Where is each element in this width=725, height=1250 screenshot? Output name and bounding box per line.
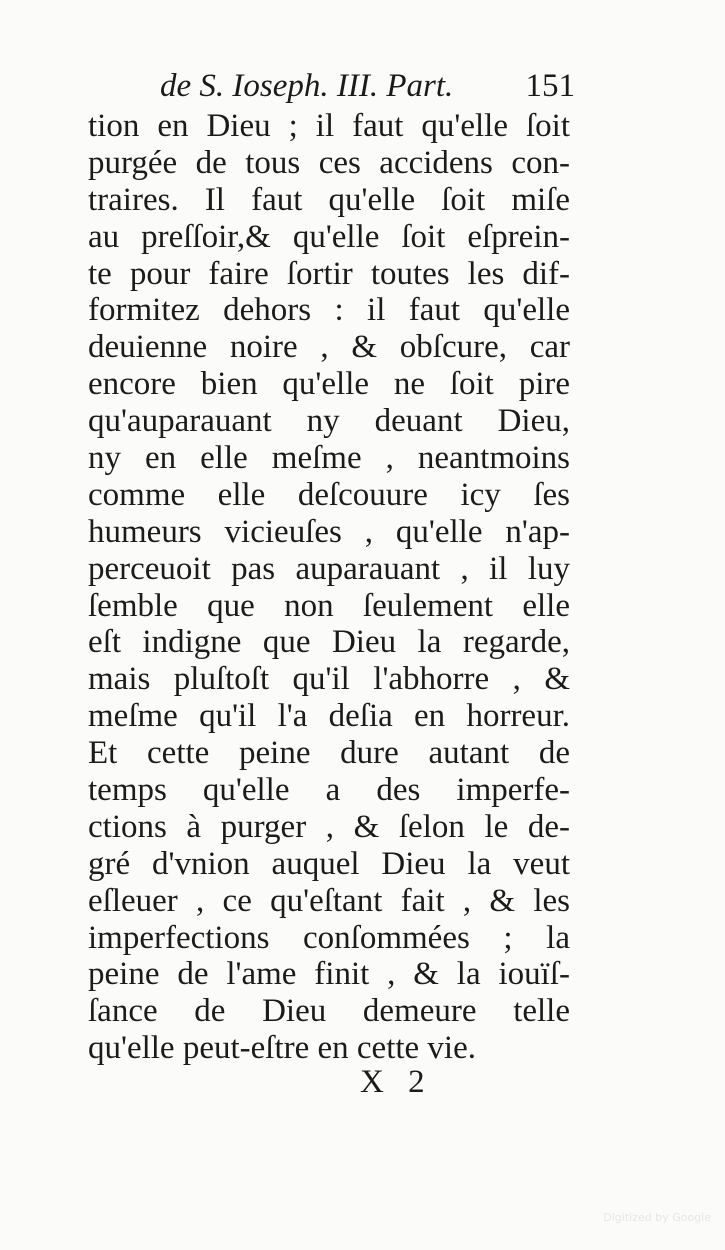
text-line: peine de l'ame finit , & la iouïſ- (88, 956, 570, 993)
text-line: deuienne noire , & obſcure, car (88, 329, 570, 366)
text-line: ctions à purger , & ſelon le de- (88, 808, 570, 845)
running-title: de S. Ioseph. III. Part. (160, 68, 454, 104)
text-line: perceuoit pas auparauant , il luy (88, 550, 570, 587)
text-line: ſemble que non ſeulement elle (88, 587, 570, 624)
text-line: Et cette peine dure autant de (88, 735, 570, 772)
running-head (160, 66, 575, 106)
text-line: temps qu'elle a des imperfe- (88, 772, 570, 809)
text-line: qu'elle peut-eſtre en cette vie. (88, 1030, 476, 1067)
body-text (88, 108, 570, 1067)
text-line: qu'auparauant ny deuant Dieu, (88, 403, 570, 440)
text-line: ſance de Dieu demeure telle (88, 993, 570, 1030)
signature-mark: X 2 (360, 1064, 433, 1100)
text-line: gré d'vnion auquel Dieu la veut (88, 845, 570, 882)
text-line: encore bien qu'elle ne ſoit pire (88, 366, 570, 403)
page-number: 151 (525, 68, 575, 104)
text-line: mais pluſtoſt qu'il l'abhorre , & (88, 661, 570, 698)
text-line: imperfections conſommées ; la (88, 919, 570, 956)
text-line: ny en elle meſme , neantmoins (88, 440, 570, 477)
text-line: tion en Dieu ; il faut qu'elle ſoit (88, 108, 570, 144)
text-line: comme elle deſcouure icy ſes (88, 476, 570, 513)
text-line: meſme qu'il l'a deſia en horreur. (88, 698, 570, 735)
text-line: eſt indigne que Dieu la regarde, (88, 624, 570, 661)
digitization-watermark: Digitized by Google (603, 1211, 711, 1224)
text-line: formitez dehors : il faut qu'elle (88, 292, 570, 329)
text-line: traires. Il faut qu'elle ſoit miſe (88, 181, 570, 218)
text-line: humeurs vicieuſes , qu'elle n'ap- (88, 513, 570, 550)
text-line: au preſſoir,& qu'elle ſoit eſprein- (88, 218, 570, 255)
text-line: purgée de tous ces accidens con- (88, 144, 570, 181)
text-line: eſleuer , ce qu'eſtant fait , & les (88, 882, 570, 919)
text-line: te pour faire ſortir toutes les dif- (88, 255, 570, 292)
